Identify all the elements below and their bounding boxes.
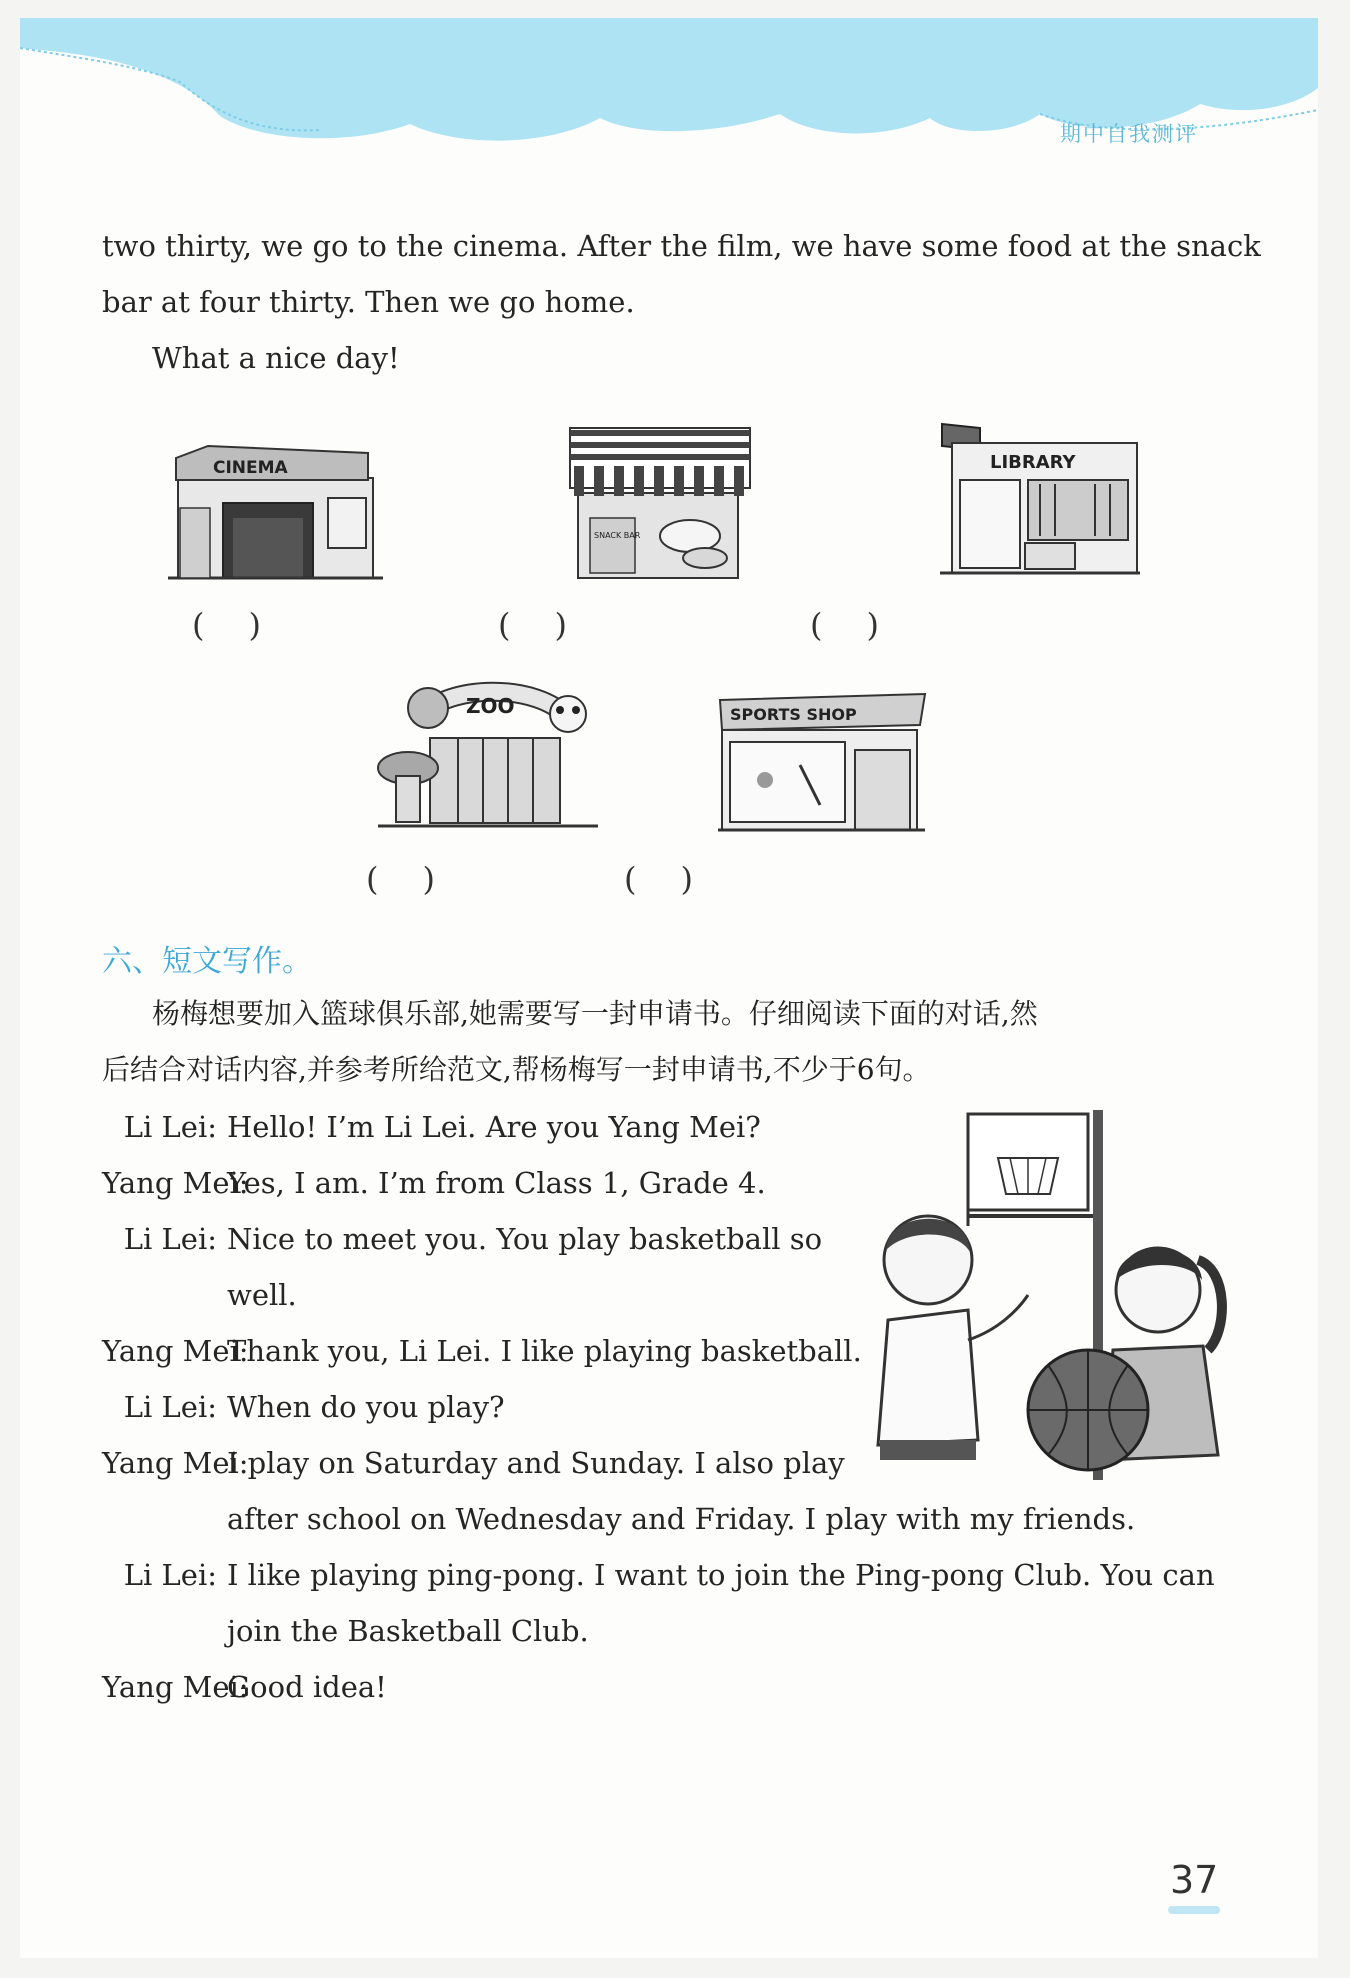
- section-title: 六、短文写作。: [102, 944, 312, 979]
- speaker-label: Yang Mei:: [102, 1670, 249, 1704]
- library-sign: LIBRARY: [990, 452, 1076, 473]
- right-paren: ): [554, 606, 567, 644]
- speaker-label: Yang Mei:: [102, 1166, 249, 1200]
- answer-blank-cinema[interactable]: [192, 606, 261, 644]
- library-illustration: [930, 418, 1140, 588]
- zoo-illustration: [368, 678, 608, 838]
- left-paren: (: [192, 606, 205, 644]
- left-paren: (: [810, 606, 823, 644]
- dialogue-line: Nice to meet you. You play basketball so: [227, 1222, 823, 1256]
- dialogue-line: Yes, I am. I’m from Class 1, Grade 4.: [227, 1166, 766, 1200]
- dialogue-line: after school on Wednesday and Friday. I play with my friends.: [227, 1502, 1136, 1536]
- zoo-sign: ZOO: [466, 694, 515, 718]
- right-paren: ): [248, 606, 261, 644]
- answer-blank-library[interactable]: [810, 606, 879, 644]
- left-paren: (: [498, 606, 511, 644]
- speaker-label: Li Lei:: [123, 1558, 217, 1592]
- speaker-label: Yang Mei:: [102, 1334, 249, 1368]
- page-number: 37: [1170, 1858, 1219, 1902]
- sports-shop-illustration: [710, 680, 930, 840]
- dialogue-line: well.: [227, 1278, 297, 1312]
- dialogue-line: I like playing ping-pong. I want to join the Ping-pong Club. You can: [227, 1558, 1215, 1592]
- left-paren: (: [624, 860, 637, 898]
- right-paren: ): [866, 606, 879, 644]
- sports-shop-sign: SPORTS SHOP: [730, 705, 857, 724]
- snack-bar-illustration: [560, 418, 760, 588]
- page-number-underline: [1168, 1906, 1220, 1914]
- reading-line: What a nice day!: [152, 341, 400, 375]
- reading-line: two thirty, we go to the cinema. After the film, we have some food at the snack: [102, 229, 1261, 263]
- dialogue-line: join the Basketball Club.: [227, 1614, 589, 1648]
- workbook-page: [20, 18, 1318, 1958]
- dialogue-line: When do you play?: [227, 1390, 505, 1424]
- speaker-label: Li Lei:: [123, 1390, 217, 1424]
- cinema-illustration: [168, 428, 388, 588]
- right-paren: ): [680, 860, 693, 898]
- answer-blank-sports-shop[interactable]: [624, 860, 693, 898]
- answer-blank-snack-bar[interactable]: [498, 606, 567, 644]
- left-paren: (: [366, 860, 379, 898]
- cinema-sign: CINEMA: [213, 458, 288, 478]
- header-title: 期中自我测评: [1060, 122, 1198, 146]
- dialogue-line: Hello! I’m Li Lei. Are you Yang Mei?: [227, 1110, 761, 1144]
- speaker-label: Li Lei:: [123, 1222, 217, 1256]
- basketball-kids-illustration: [858, 1110, 1248, 1490]
- right-paren: ): [422, 860, 435, 898]
- reading-line: bar at four thirty. Then we go home.: [102, 285, 635, 319]
- dialogue-line: Thank you, Li Lei. I like playing basketball.: [227, 1334, 862, 1368]
- snack-bar-sign: SNACK BAR: [594, 531, 641, 540]
- speaker-label: Li Lei:: [123, 1110, 217, 1144]
- instruction-line: 后结合对话内容,并参考所给范文,帮杨梅写一封申请书,不少于6句。: [102, 1053, 931, 1086]
- speaker-label: Yang Mei:: [102, 1446, 249, 1480]
- dialogue-line: I play on Saturday and Sunday. I also play: [227, 1446, 845, 1480]
- dialogue-line: Good idea!: [227, 1670, 387, 1704]
- answer-blank-zoo[interactable]: [366, 860, 435, 898]
- instruction-line: 杨梅想要加入篮球俱乐部,她需要写一封申请书。仔细阅读下面的对话,然: [152, 997, 1038, 1030]
